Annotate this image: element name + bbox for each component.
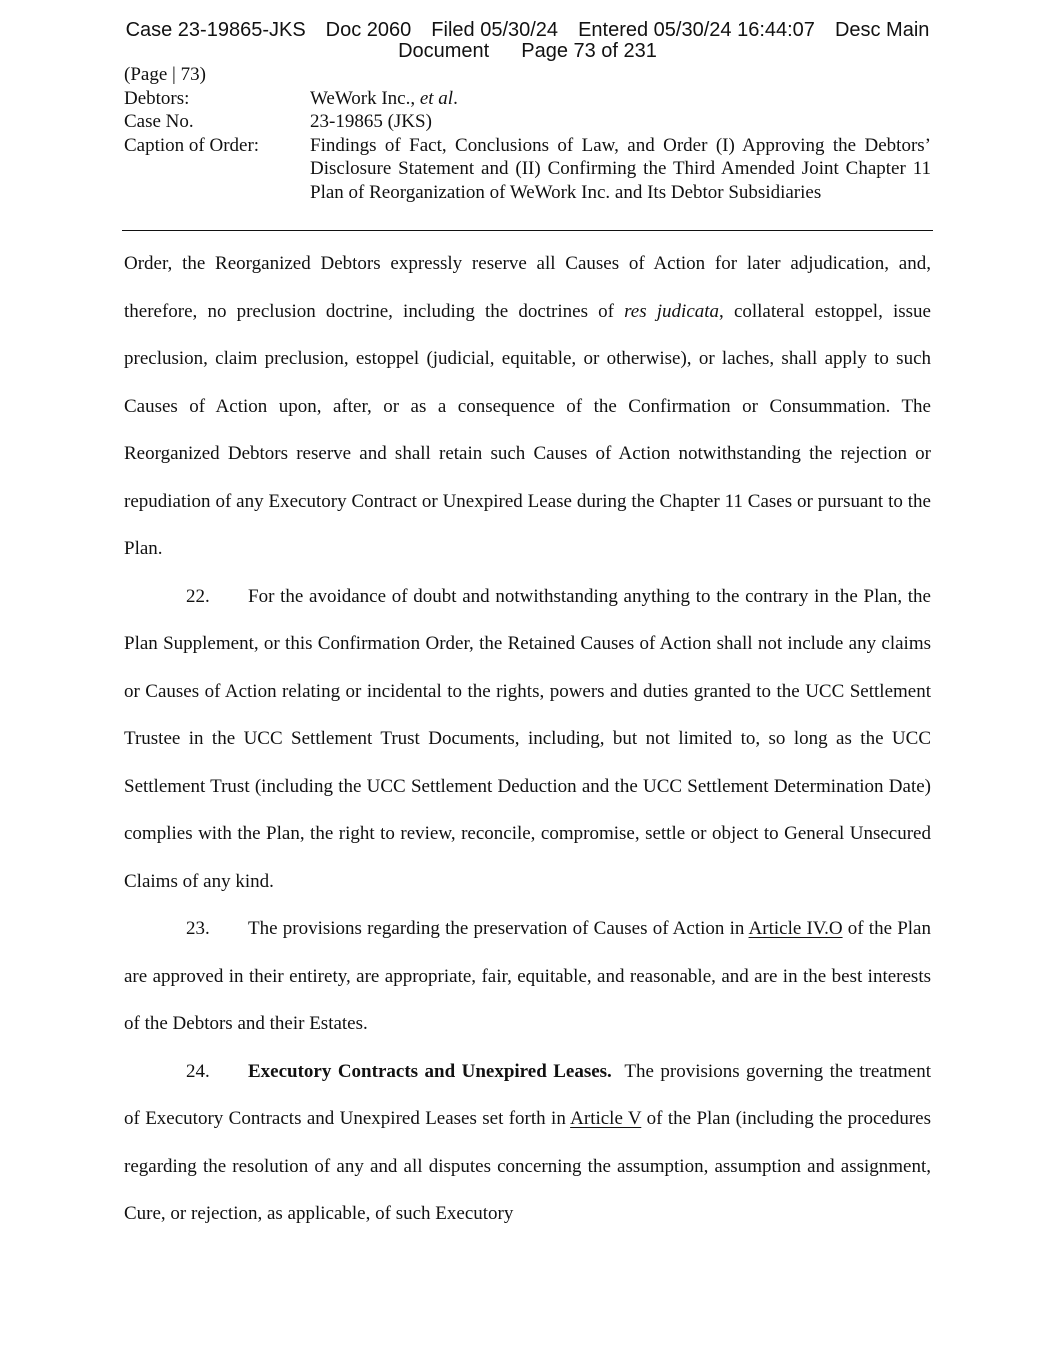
caption-order-value: Findings of Fact, Conclusions of Law, and Order (I) Approving the Debtors’ Disclosure Statement and (II) Confirming the Third Amended Joint Chapter 11 Plan of Reorganization of WeWork Inc. and Its Debtor Subsidiaries (310, 134, 931, 203)
caption-debtors-value (310, 87, 931, 111)
p1-text-b: , collateral estoppel, issue preclusion, claim preclusion, estoppel (judicial, equitable, or otherwise), or laches, shall apply to such Causes of Action upon, after, or as a consequence of the Confirmation or Consummation. The Reorganized Debtors reserve and shall retain such Causes of Action notwithstanding the rejection or repudiation of any Executory Contract or Unexpired Lease during the Chapter 11 Cases or pursuant to the Plan. (124, 300, 931, 559)
ecf-entered-date: Entered 05/30/24 16:44:07 (578, 19, 815, 41)
ecf-doc-number: Doc 2060 (325, 19, 412, 41)
ecf-header-line-2 (0, 41, 1055, 62)
ecf-page-number: Page 73 of 231 (521, 40, 657, 62)
paragraph-23-text-a: The provisions regarding the preservation of Causes of Action in (248, 918, 749, 939)
article-iv-o-reference: Article IV.O (748, 918, 843, 939)
paragraph-continued (124, 240, 931, 573)
paragraph-23-text-b: of the Plan are approved in their entirety, are appropriate, fair, equitable, and reasonable, and are in the best interests of the Debtors and their Estates. (124, 918, 931, 1034)
ecf-document-label: Document (398, 40, 490, 62)
ecf-filed-date: Filed 05/30/24 (431, 19, 559, 41)
debtors-et-al: et al (419, 87, 454, 109)
caption-debtors-row (124, 87, 931, 111)
caption-page-ref: (Page | 73) (124, 64, 206, 85)
ecf-header-line-1 (0, 20, 1055, 41)
paragraph-24-heading: Executory Contracts and Unexpired Leases. (248, 1060, 612, 1082)
paragraph-22 (124, 573, 931, 906)
paragraph-23 (124, 905, 931, 1048)
ecf-desc: Desc Main (834, 19, 930, 41)
caption-case-row (124, 110, 931, 134)
p1-text-a: Order, the Reorganized Debtors expressly reserve all Causes of Action for later adjudication, and, therefore, no preclusion doctrine, including the doctrines of (124, 253, 931, 322)
caption-divider (122, 230, 933, 231)
paragraph-24-text-b: of the Plan (including the procedures regarding the resolution of any and all disputes concerning the assumption, assumption and assignment, Cure, or rejection, as applicable, of such Executory (124, 1108, 931, 1224)
paragraph-22-number: 22. (186, 585, 210, 607)
p1-italic-term: res judicata (624, 300, 720, 322)
caption-order-label: Caption of Order: (124, 134, 260, 156)
debtors-name: WeWork Inc., (310, 87, 420, 109)
order-body (124, 240, 936, 1238)
paragraph-23-number: 23. (186, 918, 210, 939)
caption-case-value: 23-19865 (JKS) (310, 111, 432, 132)
caption-order-row (124, 134, 931, 205)
paragraph-24-number: 24. (186, 1060, 210, 1082)
caption-case-label: Case No. (124, 111, 194, 132)
paragraph-24-text-a: The provisions governing the treatment of Executory Contracts and Unexpired Leases set forth in (124, 1060, 936, 1129)
paragraph-24 (124, 1048, 936, 1238)
caption-page-ref-row (124, 63, 931, 87)
paragraph-22-text: For the avoidance of doubt and notwithstanding anything to the contrary in the Plan, the Plan Supplement, or this Confirmation Order, the Retained Causes of Action shall not include any claims or Causes of Action relating or incidental to the rights, powers and duties granted to the UCC Settlement Trustee in the UCC Settlement Trust Documents, including, but not limited to, so long as the UCC Settlement Trust (including the UCC Settlement Deduction and the UCC Settlement Determination Date) complies with the Plan, the right to review, reconcile, compromise, settle or object to General Unsecured Claims of any kind. (124, 585, 931, 892)
article-v-reference: Article V (570, 1108, 642, 1129)
order-caption (124, 63, 931, 204)
debtors-period: . (453, 87, 458, 109)
ecf-filing-header (0, 20, 1055, 62)
ecf-case-number: Case 23-19865-JKS (125, 19, 306, 41)
caption-debtors-label: Debtors: (124, 87, 190, 109)
